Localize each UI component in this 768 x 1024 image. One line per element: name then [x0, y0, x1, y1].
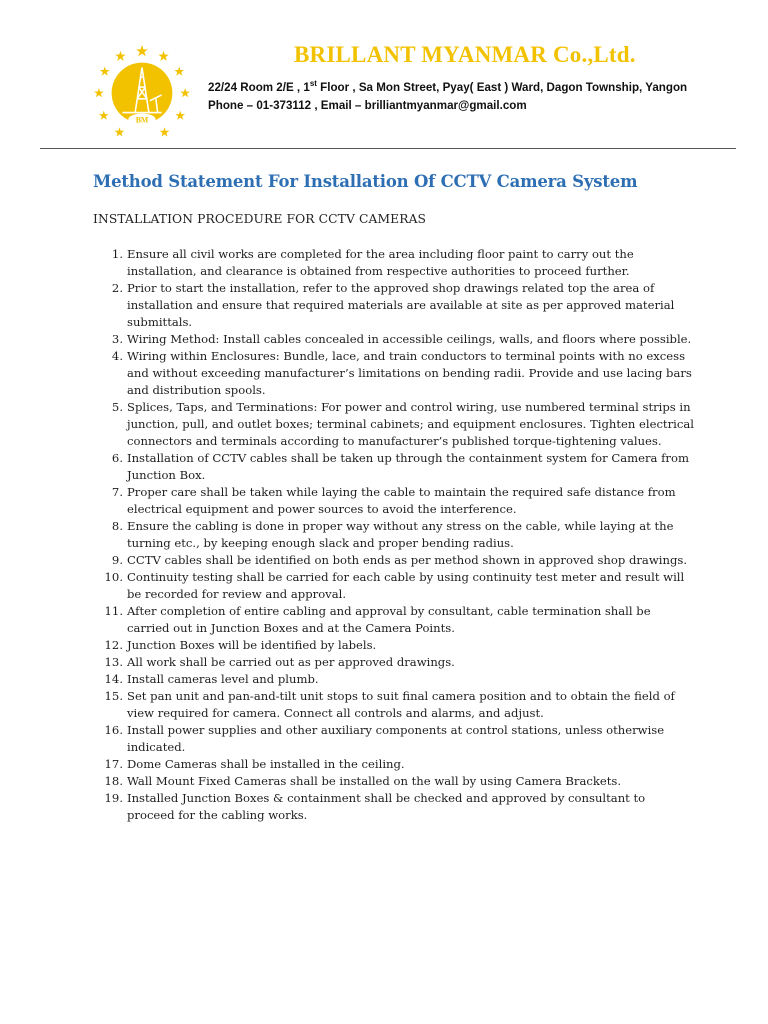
procedure-item-text: CCTV cables shall be identified on both ends as per method shown in approved shop drawings. — [127, 553, 688, 567]
procedure-item — [95, 399, 695, 450]
document-title: Method Statement For Installation Of CCTV Camera System — [93, 172, 638, 191]
procedure-item-number: 1 . — [95, 246, 123, 263]
procedure-item — [95, 246, 695, 280]
procedure-item-text: Wall Mount Fixed Cameras shall be installed on the wall by using Camera Brackets. — [127, 774, 622, 788]
procedure-item — [95, 518, 695, 552]
procedure-item-number: 10 . — [95, 569, 123, 586]
procedure-item-text: Prior to start the installation, refer to the approved shop drawings related top the area of installation and ensure that required materials are available at site as per approved material submittals. — [127, 281, 675, 329]
procedure-item — [95, 773, 695, 790]
header-divider — [40, 148, 736, 149]
procedure-item-number: 12 . — [95, 637, 123, 654]
procedure-item-number: 11 . — [95, 603, 123, 620]
company-address — [208, 81, 687, 94]
procedure-item — [95, 280, 695, 331]
procedure-item-text: Install power supplies and other auxiliary components at control stations, unless otherwise indicated. — [127, 723, 665, 754]
procedure-item-text: Continuity testing shall be carried for each cable by using continuity test meter and result will be recorded for review and approval. — [127, 570, 685, 601]
procedure-item — [95, 756, 695, 773]
procedure-item-text: Set pan unit and pan-and-tilt unit stops to suit final camera position and to obtain the field of view required for camera. Connect all controls and alarms, and adjust. — [127, 689, 675, 720]
procedure-item — [95, 688, 695, 722]
procedure-item-number: 16 . — [95, 722, 123, 739]
procedure-item — [95, 331, 695, 348]
procedure-item-number: 8 . — [95, 518, 123, 535]
procedure-item-number: 18 . — [95, 773, 123, 790]
logo-monogram: BM — [135, 115, 149, 125]
procedure-item-text: Junction Boxes will be identified by labels. — [127, 638, 377, 652]
procedure-item — [95, 790, 695, 824]
procedure-item-text: Wiring Method: Install cables concealed in accessible ceilings, walls, and floors where possible. — [127, 332, 692, 346]
procedure-item-number: 13 . — [95, 654, 123, 671]
procedure-item-number: 6 . — [95, 450, 123, 467]
procedure-item-number: 14 . — [95, 671, 123, 688]
procedure-item-number: 7 . — [95, 484, 123, 501]
procedure-item-text: Proper care shall be taken while laying the cable to maintain the required safe distance from electrical equipment and power sources to avoid the interference. — [127, 485, 676, 516]
procedure-item-text: Dome Cameras shall be installed in the ceiling. — [127, 757, 405, 771]
procedure-item-text: Splices, Taps, and Terminations: For power and control wiring, use numbered terminal strips in junction, pull, and outlet boxes; terminal cabinets; and equipment enclosures. Tighten electrical connectors and terminals according to manufacturer’s published torque-tightening values. — [127, 400, 694, 448]
procedure-item — [95, 450, 695, 484]
company-contact: Phone – 01-373112 , Email – brilliantmyanmar@gmail.com — [208, 99, 527, 112]
procedure-item-number: 4 . — [95, 348, 123, 365]
procedure-item — [95, 671, 695, 688]
procedure-item — [95, 348, 695, 399]
procedure-item — [95, 654, 695, 671]
procedure-item-text: Installed Junction Boxes & containment shall be checked and approved by consultant to proceed for the cabling works. — [127, 791, 646, 822]
section-heading: INSTALLATION PROCEDURE FOR CCTV CAMERAS — [93, 212, 427, 226]
procedure-item-number: 17 . — [95, 756, 123, 773]
procedure-item-number: 5 . — [95, 399, 123, 416]
address-superscript: st — [309, 79, 317, 89]
procedure-item-text: All work shall be carried out as per approved drawings. — [127, 655, 455, 669]
procedure-item-text: Wiring within Enclosures: Bundle, lace, and train conductors to terminal points with no excess and without exceeding manufacturer’s limitations on bending radii. Provide and use lacing bars and distribution spools. — [127, 349, 692, 397]
procedure-item-text: Ensure all civil works are completed for the area including floor paint to carry out the installation, and clearance is obtained from respective authorities to proceed further. — [127, 247, 634, 278]
procedure-item — [95, 603, 695, 637]
company-logo-icon — [93, 42, 191, 140]
procedure-item-text: Ensure the cabling is done in proper way without any stress on the cable, while laying at the turning etc., by keeping enough slack and proper bending radius. — [127, 519, 674, 550]
procedure-item — [95, 722, 695, 756]
procedure-item-number: 9 . — [95, 552, 123, 569]
procedure-item-text: Installation of CCTV cables shall be taken up through the containment system for Camera from Junction Box. — [127, 451, 689, 482]
procedure-item — [95, 552, 695, 569]
company-name: BRILLANT MYANMAR Co.,Ltd. — [294, 42, 636, 67]
procedure-item — [95, 637, 695, 654]
procedure-item-number: 19 . — [95, 790, 123, 807]
procedure-item-text: After completion of entire cabling and approval by consultant, cable termination shall be carried out in Junction Boxes and at the Camera Points. — [127, 604, 651, 635]
procedure-item-number: 2 . — [95, 280, 123, 297]
procedure-item-number: 3 . — [95, 331, 123, 348]
address-part: 22/24 Room 2/E , 1 — [208, 81, 310, 94]
procedure-item — [95, 569, 695, 603]
procedure-list — [95, 246, 695, 824]
address-part: Floor , Sa Mon Street, Pyay( East ) Ward, Dagon Township, Yangon — [316, 81, 688, 94]
procedure-item-number: 15 . — [95, 688, 123, 705]
procedure-item — [95, 484, 695, 518]
procedure-item-text: Install cameras level and plumb. — [127, 672, 319, 686]
